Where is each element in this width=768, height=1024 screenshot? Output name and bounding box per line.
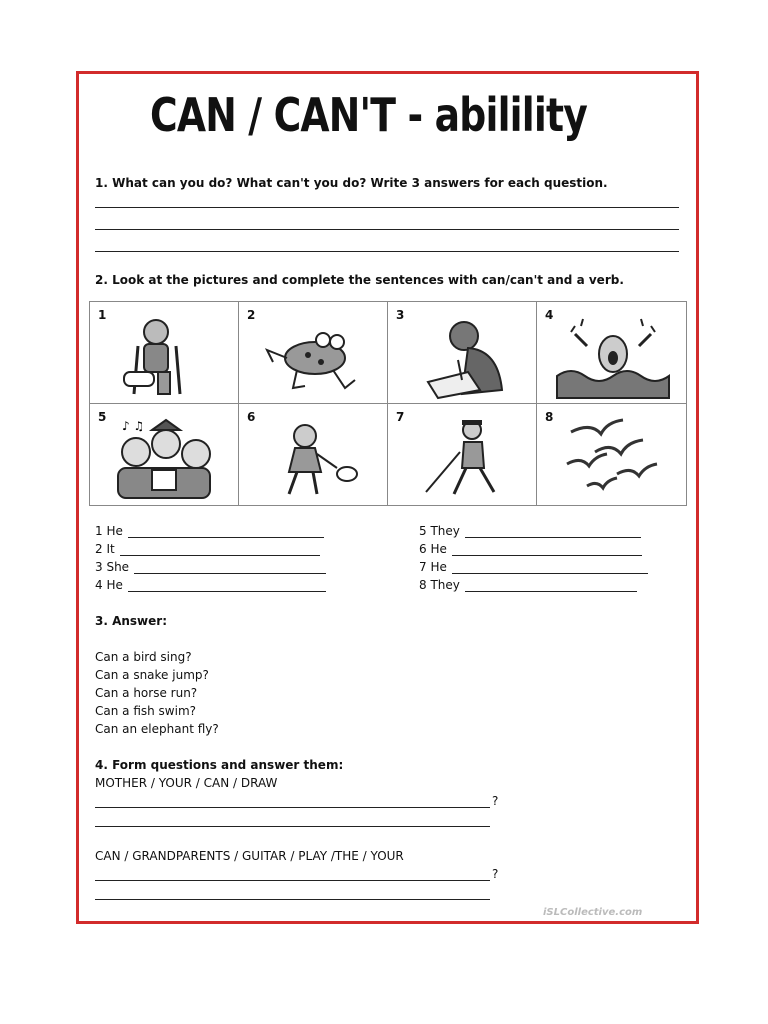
sentence-5 [419,524,641,538]
picture-number: 3 [396,308,405,322]
picture-number: 5 [98,409,107,424]
sentence-4 [95,578,326,592]
sentence-label: 4 He [95,578,123,592]
sentence-3 [95,560,326,574]
page-title: CAN / CAN'T - abilility [150,88,587,142]
question-mark: ? [492,867,499,881]
sentence-label: 1 He [95,524,123,538]
question: Can a fish swim? [95,704,197,718]
sentence-label: 5 They [419,524,460,538]
boy-writing-icon [402,310,522,400]
sentence-blank[interactable] [452,563,648,574]
blind-man-icon [402,412,522,502]
sentence-label: 3 She [95,560,130,574]
sentence-8 [419,578,637,592]
boy-on-crutches-icon [104,310,224,400]
watermark: iSLCollective.com [543,907,643,918]
sentence-blank[interactable] [465,527,641,538]
children-singing-icon [104,412,224,502]
girl-tennis-icon [253,412,373,502]
answer-line[interactable] [95,826,490,827]
sentence-label: 8 They [419,578,460,592]
picture-cell-3 [388,302,537,404]
picture-number: 8 [545,409,554,424]
sentence-blank[interactable] [128,581,326,592]
answer-line[interactable] [95,807,490,808]
question: Can a snake jump? [95,668,209,682]
scrambled-words: CAN / GRANDPARENTS / GUITAR / PLAY /THE / YOUR [95,849,404,863]
person-drowning-icon [551,310,671,400]
scrambled-words: MOTHER / YOUR / CAN / DRAW [95,776,278,790]
question: Can a bird sing? [95,650,192,664]
section3-heading: 3. Answer: [95,614,167,628]
picture-cell-5 [90,404,239,506]
svg-text:♪ ♫: ♪ ♫ [122,418,145,433]
picture-cell-4 [537,302,686,404]
sentence-label: 6 He [419,542,447,556]
frog-icon [253,310,373,400]
picture-cell-8 [537,404,686,506]
picture-number: 1 [98,308,107,322]
picture-number: 4 [545,308,554,322]
sentence-blank[interactable] [465,581,637,592]
picture-grid [89,301,687,506]
sentence-1 [95,524,324,538]
picture-cell-1 [90,302,239,404]
sentence-blank[interactable] [134,563,326,574]
section4-heading: 4. Form questions and answer them: [95,758,344,772]
sentence-blank[interactable] [120,545,320,556]
birds-flying-icon [551,412,671,502]
answer-line[interactable] [95,880,490,881]
sentence-2 [95,542,320,556]
answer-line[interactable] [95,207,679,208]
answer-line[interactable] [95,229,679,230]
answer-line[interactable] [95,251,679,252]
sentence-blank[interactable] [452,545,642,556]
picture-cell-2 [239,302,388,404]
picture-cell-6 [239,404,388,506]
section1-prompt: 1. What can you do? What can't you do? Write 3 answers for each question. [95,176,608,190]
question: Can an elephant fly? [95,722,219,736]
question: Can a horse run? [95,686,198,700]
sentence-label: 7 He [419,560,447,574]
picture-number: 7 [396,409,405,424]
picture-cell-7 [388,404,537,506]
picture-number: 6 [247,409,256,424]
answer-line[interactable] [95,899,490,900]
sentence-label: 2 It [95,542,115,556]
picture-number: 2 [247,308,256,322]
question-mark: ? [492,794,499,808]
section2-prompt: 2. Look at the pictures and complete the sentences with can/can't and a verb. [95,273,624,287]
sentence-7 [419,560,648,574]
sentence-blank[interactable] [128,527,324,538]
sentence-6 [419,542,642,556]
